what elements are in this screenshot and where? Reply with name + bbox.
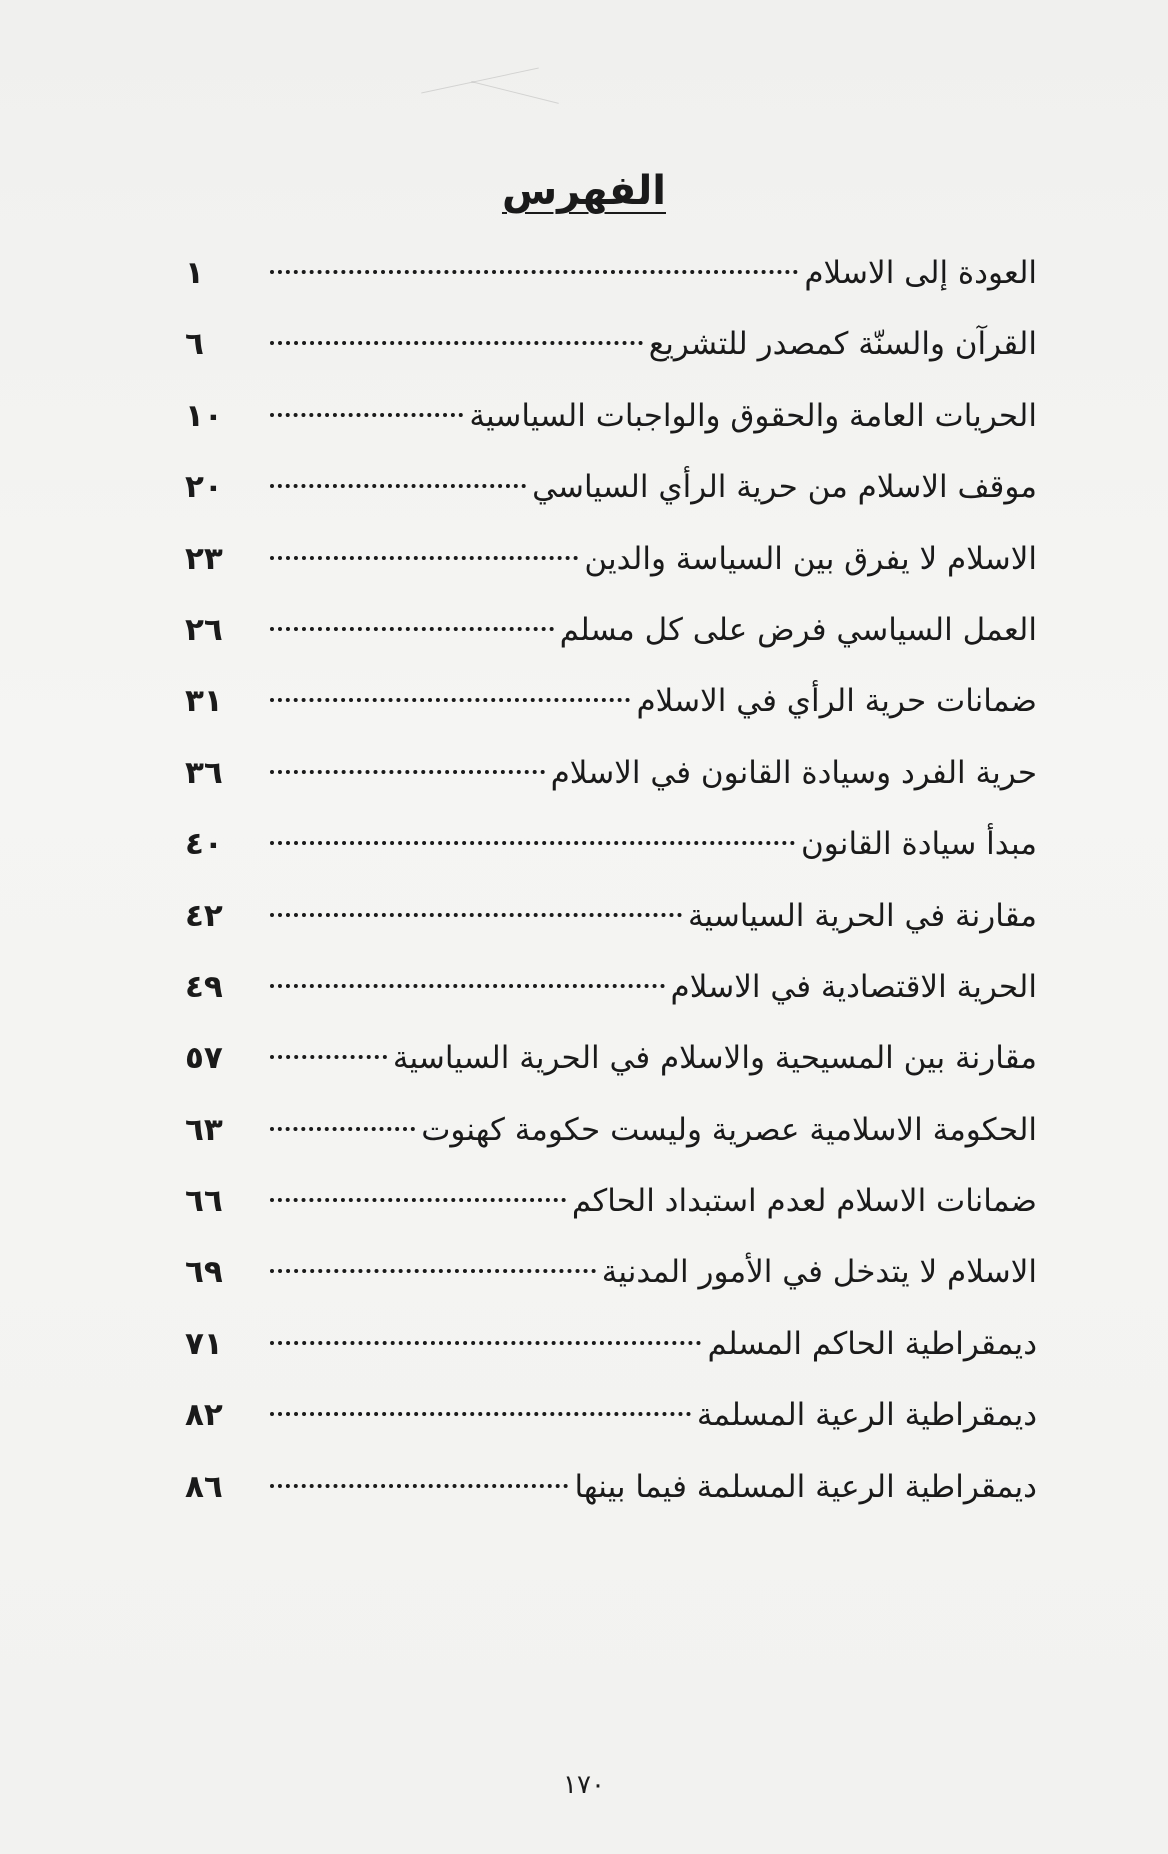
toc-entry-title: مقارنة في الحرية السياسية xyxy=(687,897,1037,934)
toc-entry-page: ٨٦ xyxy=(185,1468,223,1505)
toc-entry xyxy=(185,452,1037,523)
toc-entry xyxy=(185,309,1037,380)
toc-entry-page: ٨٢ xyxy=(185,1397,223,1434)
toc-entry-title: ضمانات الاسلام لعدم استبداد الحاكم xyxy=(571,1183,1037,1220)
dot-leader xyxy=(270,1055,387,1059)
toc-entry-page: ٢٦ xyxy=(185,611,223,648)
toc-entry xyxy=(185,238,1037,309)
toc-entry-page: ٦٣ xyxy=(185,1111,223,1148)
toc-entry-title: ديمقراطية الحاكم المسلم xyxy=(707,1325,1037,1362)
toc-entry-title: القرآن والسنّة كمصدر للتشريع xyxy=(648,326,1037,363)
dot-leader xyxy=(270,984,665,988)
toc-entry-title: العمل السياسي فرض على كل مسلم xyxy=(559,611,1037,648)
toc-entry-page: ٢٠ xyxy=(185,469,223,506)
toc-entry-title: العودة إلى الاسلام xyxy=(804,255,1037,291)
toc-entry xyxy=(185,952,1037,1023)
page-scuff-mark xyxy=(421,68,539,94)
toc-entry xyxy=(185,881,1037,952)
toc-entry-title: الاسلام لا يتدخل في الأمور المدنية xyxy=(601,1254,1037,1291)
toc-entry xyxy=(185,1023,1037,1094)
toc-entry xyxy=(185,1380,1037,1451)
dot-leader xyxy=(270,341,643,345)
toc-entry xyxy=(185,738,1037,809)
dot-leader xyxy=(270,1341,701,1345)
dot-leader xyxy=(270,1198,566,1202)
dot-leader xyxy=(270,698,630,702)
toc-entry-title: مبدأ سيادة القانون xyxy=(801,826,1037,863)
toc-entry-title: ديمقراطية الرعية المسلمة فيما بينها xyxy=(574,1468,1037,1505)
dot-leader xyxy=(270,841,795,845)
page-title: الفهرس xyxy=(501,168,666,214)
toc-entry-page: ١٠ xyxy=(185,397,223,434)
dot-leader xyxy=(270,413,463,417)
dot-leader xyxy=(270,913,682,917)
page-scuff-mark xyxy=(471,81,559,104)
toc-entry-title: مقارنة بين المسيحية والاسلام في الحرية السياسية xyxy=(392,1040,1037,1077)
dot-leader xyxy=(270,1269,596,1273)
toc-entry-title: الحريات العامة والحقوق والواجبات السياسية xyxy=(469,397,1037,434)
toc-entry-page: ٢٣ xyxy=(185,540,223,577)
dot-leader xyxy=(270,627,554,631)
dot-leader xyxy=(270,770,545,774)
toc-entry xyxy=(185,1309,1037,1380)
toc-entry xyxy=(185,1166,1037,1237)
toc-entry xyxy=(185,1237,1037,1308)
toc-entry-page: ٤٩ xyxy=(185,968,223,1005)
dot-leader xyxy=(270,484,526,488)
toc-entry-title: الاسلام لا يفرق بين السياسة والدين xyxy=(584,540,1037,577)
dot-leader xyxy=(270,556,578,560)
table-of-contents xyxy=(185,238,1037,1523)
toc-entry-title: ديمقراطية الرعية المسلمة xyxy=(696,1397,1037,1434)
toc-entry xyxy=(185,666,1037,737)
toc-entry-page: ٣١ xyxy=(185,683,223,720)
page-number: ١٧٠ xyxy=(563,1770,605,1800)
toc-entry-title: حرية الفرد وسيادة القانون في الاسلام xyxy=(550,754,1037,791)
dot-leader xyxy=(270,1484,568,1488)
toc-entry-page: ٦ xyxy=(185,326,204,363)
dot-leader xyxy=(270,1127,415,1131)
toc-entry-page: ٤٢ xyxy=(185,897,223,934)
toc-entry xyxy=(185,809,1037,880)
toc-entry-page: ٥٧ xyxy=(185,1040,223,1077)
toc-entry-page: ٦٩ xyxy=(185,1254,223,1291)
toc-entry-title: الحكومة الاسلامية عصرية وليست حكومة كهنوت xyxy=(421,1111,1037,1148)
dot-leader xyxy=(270,1412,691,1416)
toc-entry xyxy=(185,1095,1037,1166)
toc-entry-title: الحرية الاقتصادية في الاسلام xyxy=(670,968,1037,1005)
toc-entry xyxy=(185,381,1037,452)
dot-leader xyxy=(270,270,798,274)
toc-entry xyxy=(185,595,1037,666)
toc-entry xyxy=(185,1452,1037,1523)
toc-entry-page: ٦٦ xyxy=(185,1183,223,1220)
toc-entry-page: ٣٦ xyxy=(185,754,223,791)
toc-entry xyxy=(185,524,1037,595)
toc-entry-page: ٧١ xyxy=(185,1325,223,1362)
toc-entry-title: موقف الاسلام من حرية الرأي السياسي xyxy=(532,469,1037,506)
toc-entry-title: ضمانات حرية الرأي في الاسلام xyxy=(636,683,1037,720)
toc-entry-page: ١ xyxy=(185,255,204,291)
toc-entry-page: ٤٠ xyxy=(185,826,223,863)
